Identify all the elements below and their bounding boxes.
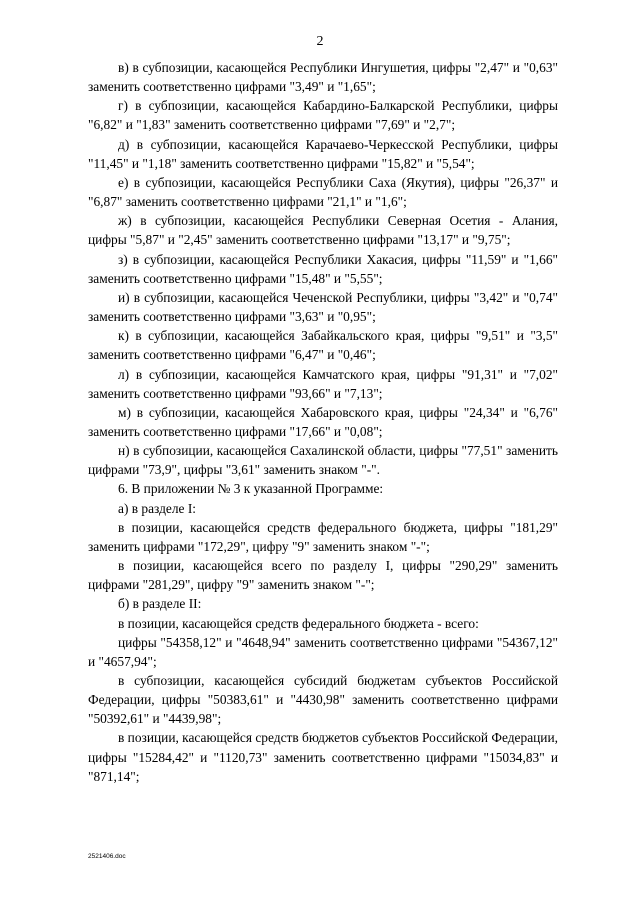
paragraph-federal-budget-position: в позиции, касающейся средств федерального бюджета, цифры "181,29" заменить цифрами "172,29", цифру "9" заменить знаком "-"; <box>88 519 558 554</box>
paragraph-l-kamchatka: л) в субпозиции, касающейся Камчатского края, цифры "91,31" и "7,02" заменить соответственно цифрами "93,66" и "7,13"; <box>88 366 558 401</box>
paragraph-zh-north-ossetia: ж) в субпозиции, касающейся Республики Северная Осетия - Алания, цифры "5,87" и "2,45" заменить соответственно цифрами "13,17" и "9,75"; <box>88 213 558 248</box>
paragraph-federal-budget-total: в позиции, касающейся средств федерального бюджета - всего: <box>118 615 479 631</box>
paragraph-k-zabaikalsky: к) в субпозиции, касающейся Забайкальского края, цифры "9,51" и "3,5" заменить соответственно цифрами "6,47" и "0,46"; <box>88 328 558 363</box>
paragraph-z-khakassia: з) в субпозиции, касающейся Республики Хакасия, цифры "11,59" и "1,66" заменить соответственно цифрами "15,48" и "5,55"; <box>88 251 558 286</box>
paragraph-a-section-1: а) в разделе I: <box>118 500 197 516</box>
paragraph-figures-replacement: цифры "54358,12" и "4648,94" заменить соответственно цифрами "54367,12" и "4657,94"; <box>88 634 558 669</box>
paragraph-d-karachay-cherkessia: д) в субпозиции, касающейся Карачаево-Черкесской Республики, цифры "11,45" и "1,18" заменить соответственно цифрами "15,82" и "5,54"; <box>88 136 558 171</box>
paragraph-item-6: 6. В приложении № 3 к указанной Программе: <box>118 481 384 497</box>
paragraph-b-section-2: б) в разделе II: <box>118 596 202 612</box>
paragraph-g-kabardino-balkaria: г) в субпозиции, касающейся Кабардино-Балкарской Республики, цифры "6,82" и "1,83" заменить соответственно цифрами "7,69" и "2,7"; <box>88 98 558 133</box>
paragraph-i-chechnya: и) в субпозиции, касающейся Чеченской Республики, цифры "3,42" и "0,74" заменить соответственно цифрами "3,63" и "0,95"; <box>88 289 558 325</box>
paragraph-regional-budgets: в позиции, касающейся средств бюджетов субъектов Российской Федерации, цифры "15284,42" и "1120,73" заменить соответственно цифрами "15034,83" и "871,14"; <box>88 730 558 784</box>
page-number: 2 <box>316 34 324 49</box>
paragraph-subsidies-subposition: в субпозиции, касающейся субсидий бюджетам субъектов Российской Федерации, цифры "50383,61" и "4430,98" заменить соответственно цифрами "50392,61" и "4439,98"; <box>88 673 558 727</box>
paragraph-section-1-total: в позиции, касающейся всего по разделу I, цифры "290,29" заменить цифрами "281,29", цифру "9" заменить знаком "-"; <box>88 558 558 593</box>
paragraph-v-ingushetia: в) в субпозиции, касающейся Республики Ингушетия, цифры "2,47" и "0,63" заменить соответственно цифрами "3,49" и "1,65"; <box>88 60 558 95</box>
document-body <box>88 58 558 786</box>
paragraph-n-sakhalin: н) в субпозиции, касающейся Сахалинской области, цифры "77,51" заменить цифрами "73,9", цифры "3,61" заменить знаком "-". <box>88 443 558 478</box>
paragraph-e-sakha-yakutia: е) в субпозиции, касающейся Республики Саха (Якутия), цифры "26,37" и "6,87" заменить соответственно цифрами "21,1" и "1,6"; <box>88 174 558 210</box>
document-file-code: 2521406.doc <box>88 853 126 860</box>
paragraph-m-khabarovsk: м) в субпозиции, касающейся Хабаровского края, цифры "24,34" и "6,76" заменить соответственно цифрами "17,66" и "0,08"; <box>88 404 558 439</box>
